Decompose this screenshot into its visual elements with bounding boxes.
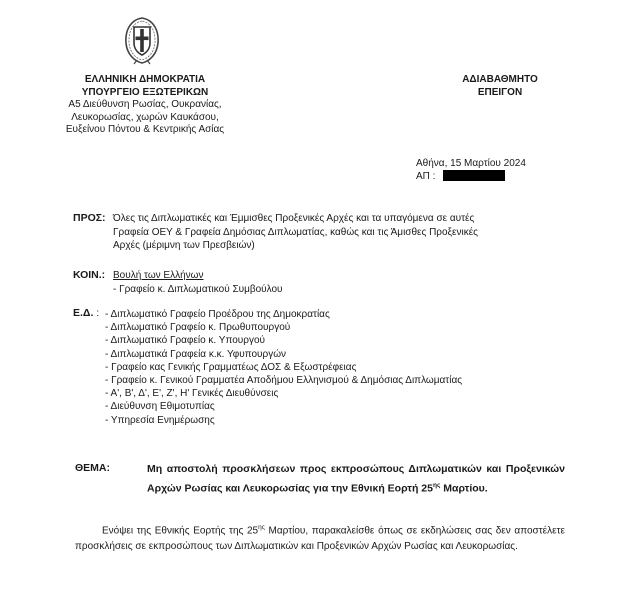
list-item: - Διπλωματικό Γραφείο κ. Πρωθυπουργού <box>105 322 291 334</box>
protocol-number <box>416 170 526 183</box>
list-item: - Διεύθυνση Εθιμοτυπίας <box>105 401 215 413</box>
document-date: Αθήνα, 15 Μαρτίου 2024 <box>416 158 526 169</box>
list-item: - Διπλωματικά Γραφεία κ.κ. Υφυπουργών <box>105 348 287 360</box>
list-item: - Υπηρεσία Ενημέρωσης <box>105 414 215 426</box>
issuing-authority <box>40 74 250 137</box>
subject-label: ΘΕΜΑ: <box>75 462 110 474</box>
classification-block <box>445 74 555 99</box>
cc-item: - Γραφείο κ. Διπλωματικού Συμβούλου <box>113 283 283 295</box>
cc-recipient: Βουλή των Ελλήνων <box>113 270 204 281</box>
directorate-line-3: Ευξείνου Πόντου & Κεντρικής Ασίας <box>65 124 225 135</box>
list-item: - Γραφείο κας Γενικής Γραμματέως ΔΟΣ & Εξωστρέφειας <box>105 361 357 373</box>
cc-recipients <box>113 269 283 296</box>
greek-coat-of-arms-icon <box>122 15 162 65</box>
list-item: - Διπλωματικό Γραφείο κ. Υπουργού <box>105 335 265 347</box>
internal-distribution-label: Ε.Δ. : <box>73 307 100 319</box>
subject-text: Μη αποστολή προσκλήσεων προς εκπροσώπους Διπλωματικών και Προξενικών Αρχών Ρωσίας και Λευκορωσίας για την Εθνική Εορτή $25^{\eta\varsigma}$ Μαρτίου. <box>147 463 565 494</box>
to-line: Γραφεία ΟΕΥ & Γραφεία Δημόσιας Διπλωματίας, καθώς και τις Άμισθες Προξενικές <box>113 226 478 238</box>
ministry-name: ΥΠΟΥΡΓΕΙΟ ΕΞΩΤΕΡΙΚΩΝ <box>81 86 209 98</box>
list-item: - Α', Β', Δ', Ε', Ζ', Η' Γενικές Διευθύνσεις <box>105 388 279 400</box>
list-item: - Γραφείο κ. Γενικού Γραμματέα Αποδήμου Ελληνισμού & Δημόσιας Διπλωματίας <box>105 375 463 387</box>
classification-level: ΑΔΙΑΒΑΘΜΗΤΟ <box>462 74 538 85</box>
directorate-line-2: Λευκορωσίας, χωρών Καυκάσου, <box>71 111 219 123</box>
internal-distribution-list <box>105 308 462 427</box>
protocol-label: ΑΠ : <box>416 171 436 182</box>
redacted-box <box>443 170 505 181</box>
date-protocol-block <box>416 157 526 183</box>
directorate-line-1: Α5 Διεύθυνση Ρωσίας, Ουκρανίας, <box>68 99 222 110</box>
to-label: ΠΡΟΣ: <box>73 212 106 224</box>
to-recipients <box>113 212 573 253</box>
country-name: ΕΛΛΗΝΙΚΗ ΔΗΜΟΚΡΑΤΙΑ <box>84 74 206 85</box>
to-line: Αρχές (μέριμνη των Πρεσβειών) <box>113 240 255 251</box>
to-line: Όλες τις Διπλωματικές και Έμμισθες Προξενικές Αρχές και τα υπαγόμενα σε αυτές <box>113 213 475 224</box>
priority-level: ΕΠΕΙΓΟΝ <box>477 86 523 98</box>
cc-label: ΚΟΙΝ.: <box>73 269 106 281</box>
body-paragraph: Ενόψει της Εθνικής Εορτής της $25^{\eta\varsigma}$ Μαρτίου, παρακαλείσθε όπως σε εκδηλώσεις σας δεν αποστέλετε προσκλήσεις σε εκπροσώπους των Διπλωματικών και Προξενικών Αρχών Ρωσίας και Λευκορωσίας. <box>75 524 565 552</box>
list-item: - Διπλωματικό Γραφείο Προέδρου της Δημοκρατίας <box>105 309 330 320</box>
